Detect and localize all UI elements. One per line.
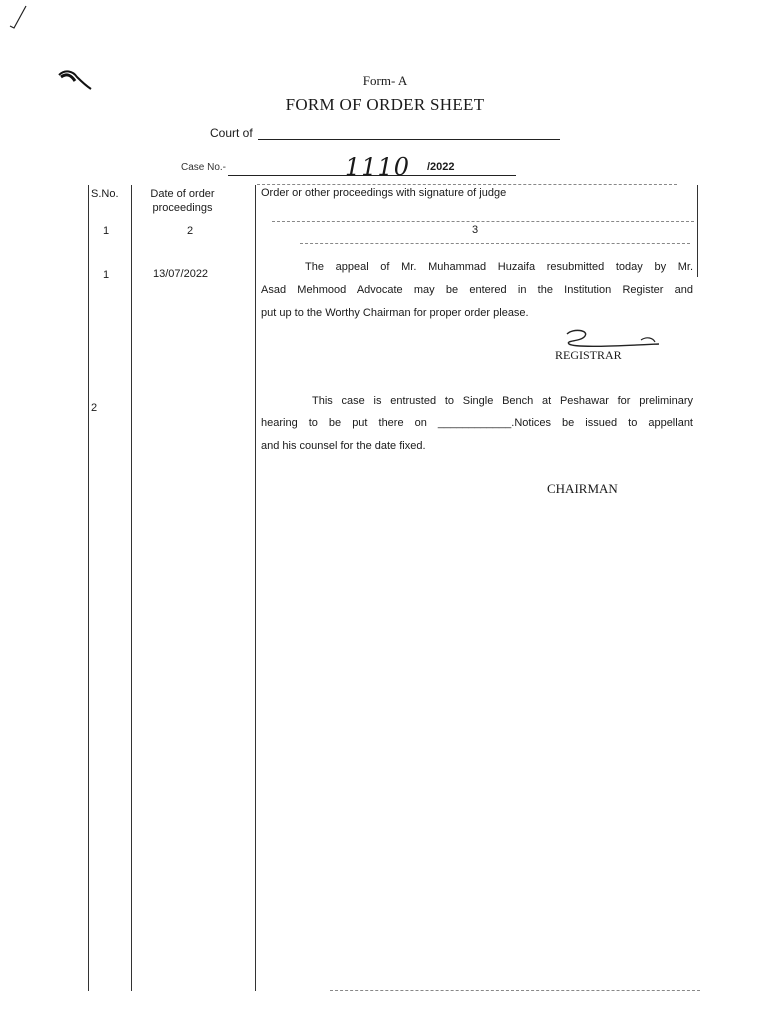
row-1-sno: 1: [103, 269, 110, 281]
case-label: Case No.-: [181, 162, 227, 173]
registrar-label: REGISTRAR: [555, 348, 622, 362]
header-order: Order or other proceedings with signature of judge: [261, 187, 507, 199]
form-label: Form- A: [362, 73, 408, 88]
column-number-1: 1: [103, 225, 110, 237]
row-2-sno: 2: [91, 402, 98, 414]
row-2-order-line-1: This case is entrusted to Single Bench at Peshawar for preliminary: [312, 395, 693, 407]
column-divider-1: [131, 185, 132, 991]
number-row-dashed-line: [300, 243, 690, 244]
table-bottom-dashed-line: [330, 990, 700, 991]
row-2-order-line-2: hearing to be put there on ____________.Notices be issued to appellant: [261, 417, 693, 429]
page-title: FORM OF ORDER SHEET: [285, 95, 485, 114]
row-1-order-line-3: put up to the Worthy Chairman for proper order please.: [261, 307, 529, 319]
pen-tick-mark: [8, 4, 28, 30]
chairman-label: CHAIRMAN: [547, 481, 618, 496]
table-right-border: [697, 185, 698, 277]
header-divider-dashed-line: [272, 221, 694, 222]
row-1-date: 13/07/2022: [153, 268, 209, 280]
header-top-dashed-line: [257, 184, 677, 185]
column-number-3: 3: [472, 224, 479, 236]
header-date: Date of order proceedings: [150, 188, 215, 214]
case-year: /2022: [427, 161, 455, 173]
row-1-order-line-2: Asad Mehmood Advocate may be entered in the Institution Register and: [261, 284, 693, 296]
row-1-order-line-1: The appeal of Mr. Muhammad Huzaifa resubmitted today by Mr.: [305, 261, 693, 273]
column-number-2: 2: [187, 225, 194, 237]
row-2-order-line-3: and his counsel for the date fixed.: [261, 440, 426, 452]
column-divider-2: [255, 185, 256, 991]
table-left-border: [88, 185, 89, 991]
court-blank-line: [258, 139, 560, 140]
court-label: Court of: [210, 126, 253, 140]
case-number-handwritten: 1110: [345, 153, 411, 181]
header-sno: S.No.: [91, 188, 119, 200]
